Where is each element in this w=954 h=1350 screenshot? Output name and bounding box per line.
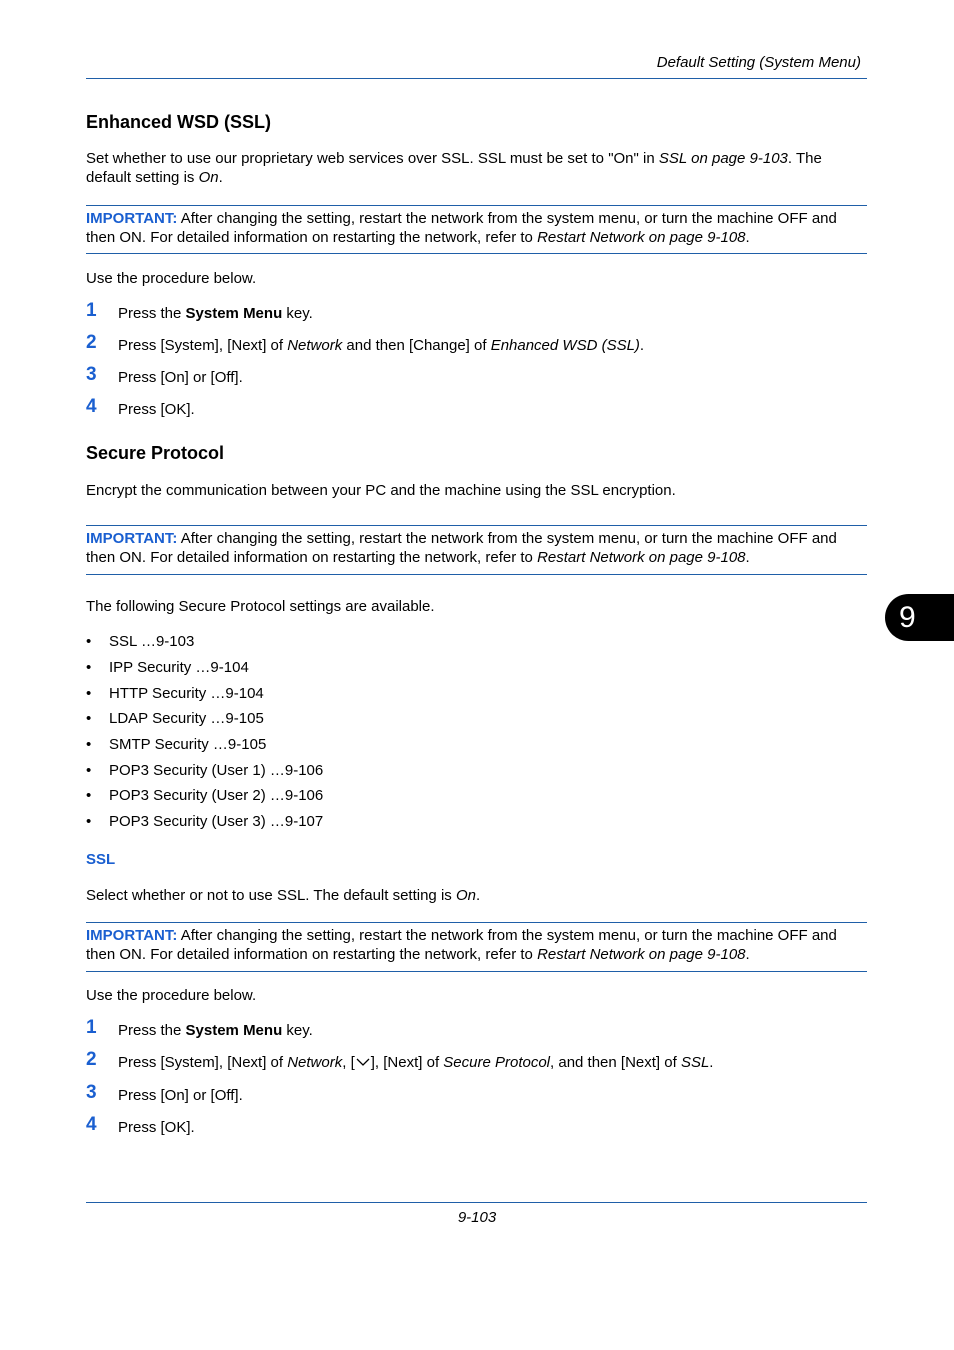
step-number: 4 — [86, 396, 97, 417]
step-text: Press [System], [Next] of Network, [ ], [Next] of Secure Protocol, and then [Next] of SSL. — [118, 1054, 714, 1071]
subsection-title-ssl: SSL — [86, 851, 116, 868]
section-title-secure-protocol: Secure Protocol — [86, 443, 225, 463]
step-text: Press [OK]. — [118, 1119, 195, 1136]
step-number: 4 — [86, 1114, 97, 1135]
page-number: 9-103 — [457, 1209, 497, 1226]
procedure-step — [86, 1049, 867, 1075]
important-label: IMPORTANT: — [86, 530, 178, 547]
list-item: • POP3 Security (User 2) …9-106 — [86, 787, 324, 804]
list-item: • POP3 Security (User 1) …9-106 — [86, 762, 324, 779]
important-rule-top — [86, 525, 867, 526]
important-note: IMPORTANT: After changing the setting, restart the network from the system menu, or turn the machine OFF and then ON. For detailed information on restarting the network, refer to Restart Network on page 9-108. — [86, 530, 837, 566]
bullet-icon: • — [86, 787, 92, 804]
step-number: 1 — [86, 300, 97, 321]
bullet-icon: • — [86, 813, 92, 830]
cross-reference: Restart Network on page 9-108 — [537, 549, 746, 566]
step-text: Press [On] or [Off]. — [118, 1087, 243, 1104]
bullet-icon: • — [86, 710, 92, 727]
procedure-step — [86, 364, 867, 390]
step-text: Press the System Menu key. — [118, 305, 313, 322]
list-item: • IPP Security …9-104 — [86, 659, 249, 676]
down-arrow-icon — [355, 1054, 371, 1066]
bullet-icon: • — [86, 659, 92, 676]
chapter-tab: 9 — [885, 594, 954, 641]
procedure-step — [86, 1017, 867, 1043]
header-rule — [86, 78, 867, 79]
step-text: Press [On] or [Off]. — [118, 369, 243, 386]
list-item: • HTTP Security …9-104 — [86, 685, 264, 702]
list-item: • POP3 Security (User 3) …9-107 — [86, 813, 324, 830]
important-note: IMPORTANT: After changing the setting, restart the network from the system menu, or turn the machine OFF and then ON. For detailed information on restarting the network, refer to Restart Network on page 9-108. — [86, 927, 837, 963]
important-label: IMPORTANT: — [86, 927, 178, 944]
cross-reference: Restart Network on page 9-108 — [537, 229, 746, 246]
section2-description: Encrypt the communication between your PC and the machine using the SSL encryption. — [86, 482, 676, 499]
section-title-enhanced-wsd: Enhanced WSD (SSL) — [86, 112, 272, 132]
bullet-icon: • — [86, 762, 92, 779]
step-text: Press the System Menu key. — [118, 1022, 313, 1039]
important-rule-bottom — [86, 253, 867, 254]
procedure-intro: Use the procedure below. — [86, 270, 257, 287]
key-name: System Menu — [185, 305, 283, 322]
ssl-description: Select whether or not to use SSL. The default setting is On. — [86, 887, 481, 904]
cross-reference: Restart Network on page 9-108 — [537, 946, 746, 963]
procedure-step — [86, 396, 867, 422]
procedure-step — [86, 300, 867, 326]
step-number: 2 — [86, 332, 97, 353]
bullet-icon: • — [86, 736, 92, 753]
procedure-intro: Use the procedure below. — [86, 987, 257, 1004]
list-item: • SMTP Security …9-105 — [86, 736, 267, 753]
procedure-step — [86, 332, 867, 358]
important-rule-bottom — [86, 971, 867, 972]
footer-rule — [86, 1202, 867, 1203]
step-number: 3 — [86, 1082, 97, 1103]
running-header: Default Setting (System Menu) — [656, 54, 861, 71]
section1-description: Set whether to use our proprietary web services over SSL. SSL must be set to "On" in SSL on page 9-103. The default setting is On. — [86, 150, 822, 186]
list-item: • LDAP Security …9-105 — [86, 710, 264, 727]
step-number: 3 — [86, 364, 97, 385]
important-label: IMPORTANT: — [86, 210, 178, 227]
procedure-step — [86, 1114, 867, 1140]
step-number: 1 — [86, 1017, 97, 1038]
important-rule-top — [86, 922, 867, 923]
important-rule-top — [86, 205, 867, 206]
step-number: 2 — [86, 1049, 97, 1070]
important-note: IMPORTANT: After changing the setting, restart the network from the system menu, or turn the machine OFF and then ON. For detailed information on restarting the network, refer to Restart Network on page 9-108. — [86, 210, 837, 246]
cross-reference: SSL on page 9-103 — [658, 150, 788, 167]
list-item: • SSL …9-103 — [86, 633, 195, 650]
key-name: System Menu — [185, 1022, 283, 1039]
procedure-step — [86, 1082, 867, 1108]
bullet-icon: • — [86, 633, 92, 650]
important-rule-bottom — [86, 574, 867, 575]
step-text: Press [System], [Next] of Network and then [Change] of Enhanced WSD (SSL). — [118, 337, 645, 354]
bullet-icon: • — [86, 685, 92, 702]
step-text: Press [OK]. — [118, 401, 195, 418]
list-intro: The following Secure Protocol settings are available. — [86, 598, 435, 615]
